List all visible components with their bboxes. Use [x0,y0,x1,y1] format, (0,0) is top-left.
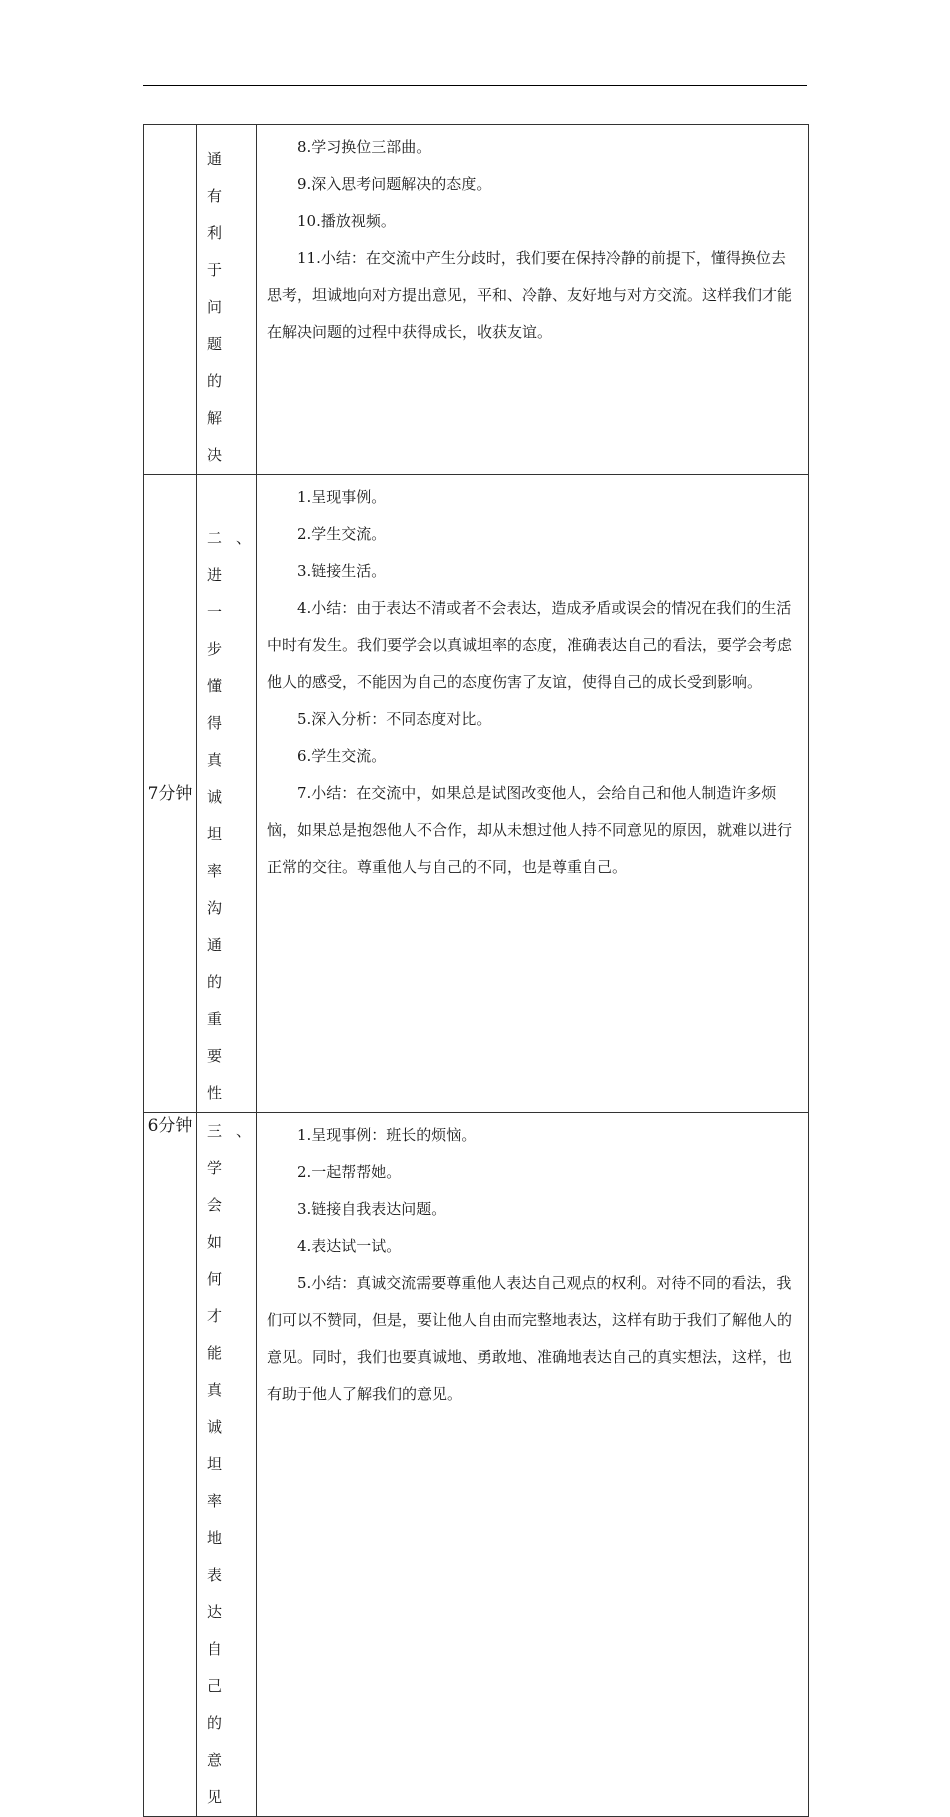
table-row [144,125,809,475]
step-line: 10.播放视频。 [297,212,396,230]
header-rule [143,85,807,86]
step-line: 1.呈现事例。 [297,488,387,506]
content-cell [257,1113,809,1817]
summary-paragraph: 7.小结：在交流中，如果总是试图改变他人，会给自己和他人制造许多烦恼，如果总是抱怨他人不合作，却从未想过他人持不同意见的原因，就难以进行正常的交往。尊重他人与自己的不同，也是尊重自己。 [267,784,793,876]
summary-paragraph: 5.小结：真诚交流需要尊重他人表达自己观点的权利。对待不同的看法，我们可以不赞同，但是，要让他人自由而完整地表达，这样有助于我们了解他人的意见。同时，我们也要真诚地、勇敢地、准确地表达自己的真实想法，这样，也有助于他人了解我们的意见。 [267,1274,793,1403]
step-line: 3.链接生活。 [297,562,387,580]
step-line: 8.学习换位三部曲。 [297,138,432,156]
step-line: 1.呈现事例：班长的烦恼。 [297,1126,477,1144]
content-cell [257,475,809,1113]
content-cell [257,125,809,475]
table-row [144,1113,809,1817]
step-line: 9.深入思考问题解决的态度。 [297,175,492,193]
summary-paragraph: 4.小结：由于表达不清或者不会表达，造成矛盾或误会的情况在我们的生活中时有发生。我们要学会以真诚坦率的态度，准确表达自己的看法，要学会考虑他人的感受，不能因为自己的态度伤害了友谊，使得自己的成长受到影响。 [267,599,793,691]
step-line: 2.一起帮帮她。 [297,1163,402,1181]
summary-paragraph: 11.小结：在交流中产生分歧时，我们要在保持冷静的前提下，懂得换位去思考，坦诚地向对方提出意见，平和、冷静、友好地与对方交流。这样我们才能在解决问题的过程中获得成长，收获友谊。 [267,249,793,341]
step-line: 4.表达试一试。 [297,1237,402,1255]
time-cell: 7分钟 [144,475,197,1113]
step-line: 2.学生交流。 [297,525,387,543]
stage-cell: 通有利于问题的解决 [197,125,257,475]
stage-cell: 三、学会如何才能真诚坦率地表达自己的意见 [197,1113,257,1817]
stage-cell: 二、进一步懂得真诚坦率沟通的重要性 [197,475,257,1113]
time-cell [144,125,197,475]
step-line: 5.深入分析：不同态度对比。 [297,710,492,728]
lesson-plan-table [143,124,809,1817]
step-line: 6.学生交流。 [297,747,387,765]
time-cell: 6分钟 [144,1113,197,1817]
table-row [144,475,809,1113]
step-line: 3.链接自我表达问题。 [297,1200,447,1218]
